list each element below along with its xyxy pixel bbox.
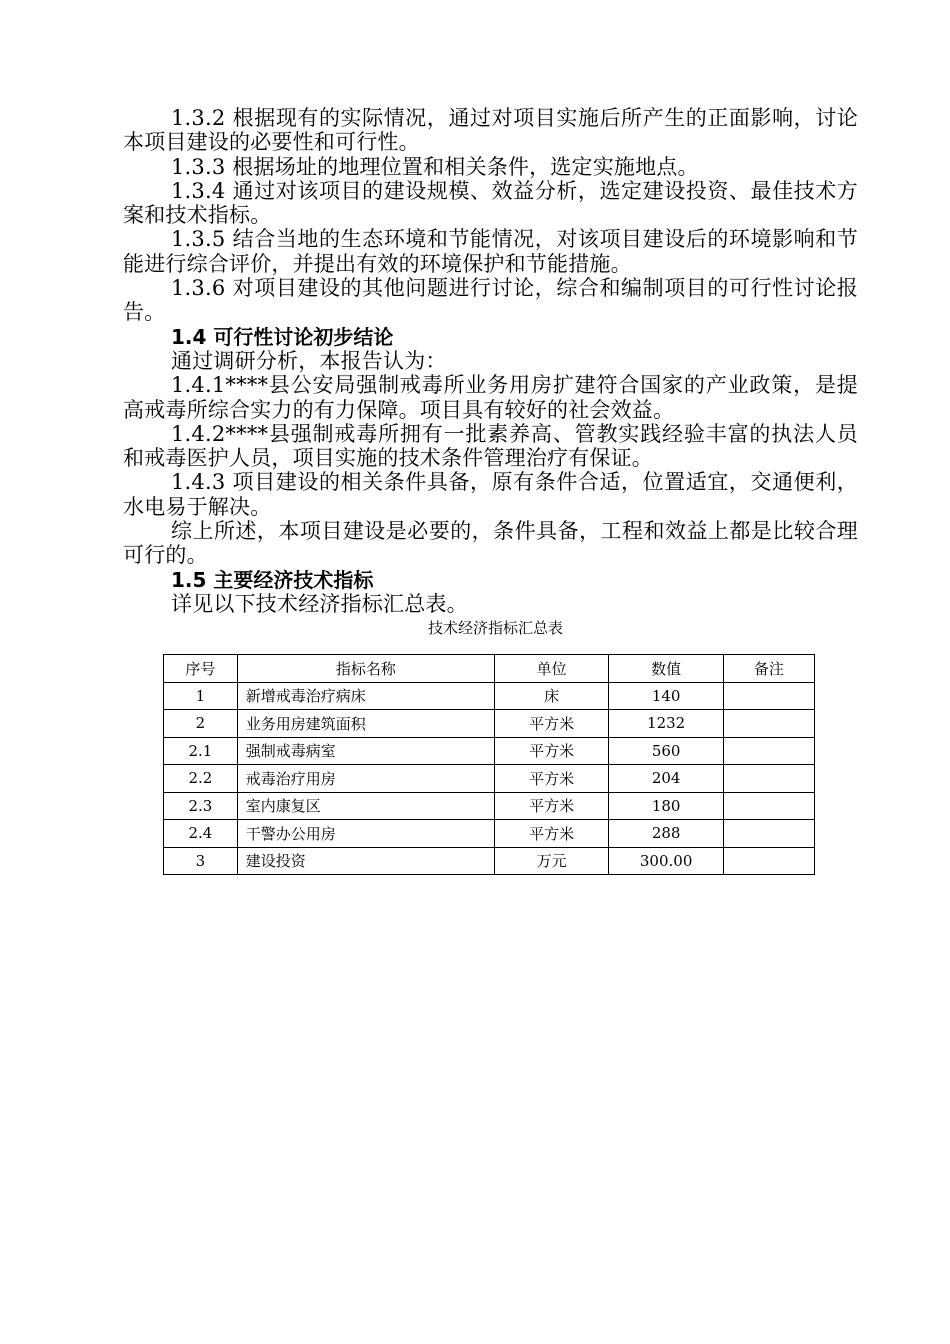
table-row — [164, 820, 815, 848]
paragraph-intro: 通过调研分析，本报告认为： — [171, 348, 447, 373]
paragraph-1-3-5: 1.3.5 结合当地的生态环境和节能情况，对该项目建设后的环境影响和节能进行综合评价，并提出有效的环境保护和节能措施。 — [123, 227, 858, 276]
cell-index: 2.2 — [164, 765, 238, 793]
indicator-table — [163, 654, 815, 875]
cell-index: 2.1 — [164, 737, 238, 765]
paragraph-1-3-4: 1.3.4 通过对该项目的建设规模、效益分析，选定建设投资、最佳技术方案和技术指标。 — [123, 178, 858, 228]
document-body — [123, 106, 858, 640]
cell-value: 140 — [609, 682, 723, 710]
cell-unit: 万元 — [494, 847, 609, 875]
cell-unit: 平方米 — [494, 792, 609, 820]
table-caption: 技术经济指标汇总表 — [427, 619, 563, 638]
table-row — [164, 847, 815, 875]
cell-index: 2 — [164, 710, 238, 738]
table-row — [164, 682, 815, 710]
cell-value: 1232 — [609, 710, 723, 738]
cell-note — [723, 682, 814, 710]
section-heading-1-4: 1.4 可行性讨论初步结论 — [171, 324, 394, 349]
paragraph-1-4-1: 1.4.1****县公安局强制戒毒所业务用房扩建符合国家的产业政策，是提高戒毒所综合实力的有力保障。项目具有较好的社会效益。 — [123, 373, 858, 422]
paragraph-1-3-6: 1.3.6 对项目建设的其他问题进行讨论，综合和编制项目的可行性讨论报告。 — [123, 276, 858, 325]
cell-value: 180 — [609, 792, 723, 820]
table-header-row — [164, 655, 815, 683]
cell-unit: 平方米 — [494, 710, 609, 738]
cell-name: 干警办公用房 — [237, 820, 494, 848]
cell-name: 室内康复区 — [237, 792, 494, 820]
cell-name: 戒毒治疗用房 — [237, 765, 494, 793]
paragraph-1-4-3: 1.4.3 项目建设的相关条件具备，原有条件合适，位置适宜，交通便利，水电易于解决。 — [123, 470, 858, 519]
cell-index: 2.4 — [164, 820, 238, 848]
cell-unit: 床 — [494, 682, 609, 710]
cell-note — [723, 792, 814, 820]
paragraph-table-intro: 详见以下技术经济指标汇总表。 — [171, 591, 468, 616]
cell-note — [723, 710, 814, 738]
cell-unit: 平方米 — [494, 737, 609, 765]
paragraph-1-3-2: 1.3.2 根据现有的实际情况，通过对项目实施后所产生的正面影响，讨论本项目建设的必要性和可行性。 — [123, 106, 858, 155]
section-heading-1-5: 1.5 主要经济技术指标 — [171, 567, 374, 592]
paragraph-1-3-3: 1.3.3 根据场址的地理位置和相关条件，选定实施地点。 — [171, 154, 699, 179]
table-row — [164, 737, 815, 765]
cell-name: 新增戒毒治疗病床 — [237, 682, 494, 710]
paragraph-conclusion: 综上所述，本项目建设是必要的，条件具备，工程和效益上都是比较合理可行的。 — [123, 519, 858, 568]
header-unit: 单位 — [494, 655, 609, 683]
cell-note — [723, 847, 814, 875]
cell-value: 288 — [609, 820, 723, 848]
cell-name: 业务用房建筑面积 — [237, 710, 494, 738]
cell-value: 560 — [609, 737, 723, 765]
table-row — [164, 765, 815, 793]
header-name: 指标名称 — [237, 655, 494, 683]
cell-value: 300.00 — [609, 847, 723, 875]
cell-note — [723, 737, 814, 765]
table-row — [164, 792, 815, 820]
cell-index: 2.3 — [164, 792, 238, 820]
cell-unit: 平方米 — [494, 820, 609, 848]
cell-name: 建设投资 — [237, 847, 494, 875]
cell-note — [723, 765, 814, 793]
table-row — [164, 710, 815, 738]
cell-index: 3 — [164, 847, 238, 875]
cell-index: 1 — [164, 682, 238, 710]
cell-note — [723, 820, 814, 848]
cell-value: 204 — [609, 765, 723, 793]
cell-name: 强制戒毒病室 — [237, 737, 494, 765]
header-note: 备注 — [723, 655, 814, 683]
header-value: 数值 — [609, 655, 723, 683]
paragraph-1-4-2: 1.4.2****县强制戒毒所拥有一批素养高、管教实践经验丰富的执法人员和戒毒医护人员，项目实施的技术条件管理治疗有保证。 — [123, 421, 858, 471]
cell-unit: 平方米 — [494, 765, 609, 793]
header-index: 序号 — [164, 655, 238, 683]
